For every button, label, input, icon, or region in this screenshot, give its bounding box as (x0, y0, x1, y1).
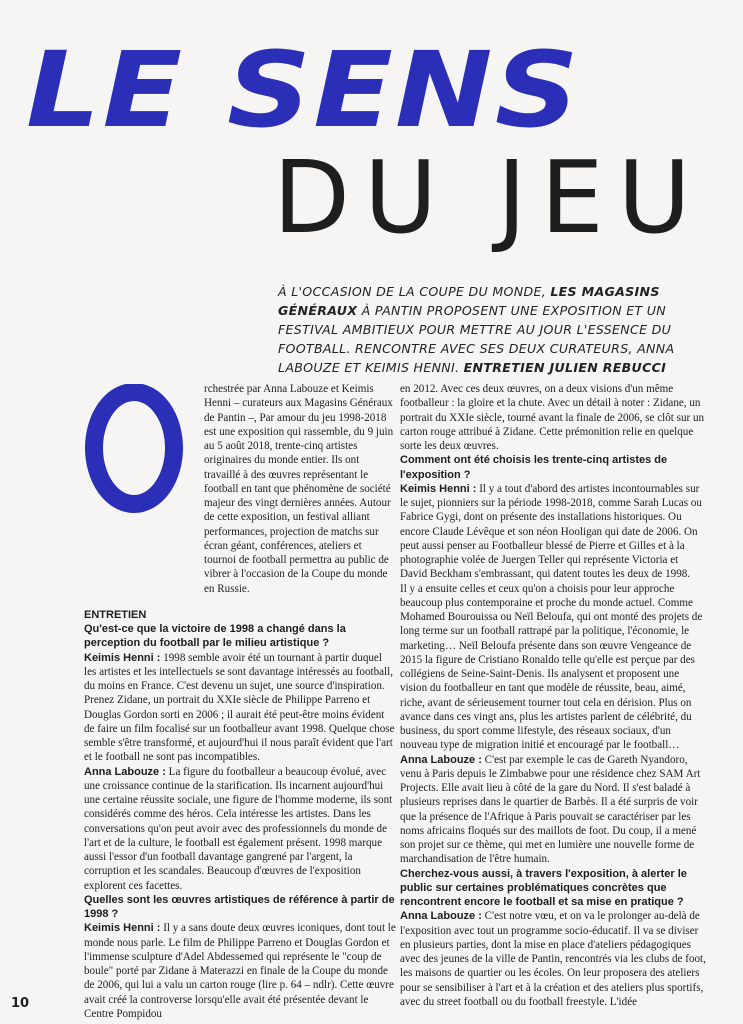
question-1: Qu'est-ce que la victoire de 1998 a changé dans la perception du football par le milieu artistique ? (84, 623, 346, 650)
page-number: 10 (11, 996, 30, 1011)
lead-paragraph: rchestrée par Anna Labouze et Keimis Henni – curateurs aux Magasins Généraux de Pantin –, Par amour du jeu 1998-2018 est une exposition qui rassemble, du 9 juin au 5 août 2018, trente-cinq artistes originaires du monde entier. Ils ont travaillé à des œuvres représentant le football en tant que phénomène de société majeur des vingt dernières années. Autour de cette exposition, un festival alliant performances, projection de matchs sur écran géant, conférences, ateliers et tournoi de football permettra au public de vibrer à l'occasion de la Coupe du monde en Russie. (204, 383, 394, 595)
intro-standfirst (278, 282, 698, 377)
section-heading: ENTRETIEN (84, 608, 147, 621)
speaker-keimis: Keimis Henni : (84, 651, 161, 664)
answer-3 (400, 482, 708, 582)
answer-1-text: 1998 semble avoir été un tournant à partir duquel les artistes et les intellectuels se sont davantage intéressés au football, du moins en France. C'est devenu un sujet, une source d'inspiration. Prenez Zidane, un portrait du XXIe siècle de Philippe Parreno et Douglas Gordon sorti en 2006 ; il aurait été peut-être moins évident de faire un film focalisé sur un footballeur avant 1998. Quelque chose semble s'être transformé, et aujourd'hui il nous paraît évident que l'art et le football ne sont pas incompatibles. (84, 651, 395, 764)
answer-4-text: C'est notre vœu, et on va le prolonger au-delà de l'exposition avec tout un programme socio-éducatif. Il va se diviser en plusieurs parties, dont la mise en place d'ateliers pédagogiques avec des jeunes de la ville de Pantin, rencontrés via les clubs de foot, les maisons de quartier ou les écoles. On leur proposera des ateliers pour se sensibiliser à l'art et à la création et des ateliers plus sportifs, avec du street football ou du football freestyle. L'idée (400, 910, 706, 1008)
answer-3-text: Il y a tout d'abord des artistes incontournables sur le sujet, pionniers sur la période 1998-2018, comme Sarah Lucas ou Fabrice Gygi, dont on présente des installations historiques. Ou encore Claude Lévêque et son néon Hooligan qui date de 2006. On peut aussi penser au Footballeur blessé de Pierre et Gilles et à la photographie volée de Juergen Teller qui représente Victoria et David Beckham s'embrassant, qui datent toutes les deux de 1998. (400, 482, 702, 581)
intro-part2: À PANTIN PROPOSENT UNE EXPOSITION ET UN FESTIVAL AMBITIEUX POUR METTRE AU JOUR L'ESSENCE DU FOOTBALL. RENCONTRE AVEC SES DEUX CURATEURS, ANNA LABOUZE ET KEIMIS HENNI. (278, 303, 675, 375)
headline-le-sens: LE SENS (26, 29, 581, 151)
question-3: Comment ont été choisis les trente-cinq artistes de l'exposition ? (400, 454, 668, 481)
intro-credit: ENTRETIEN JULIEN REBUCCI (463, 360, 667, 375)
answer-1b-text: La figure du footballeur a beaucoup évolué, avec une croissance continue de la starification. Ils incarnent aujourd'hui une certaine réussite sociale, une figure de l'homme moderne, ils sont considérés comme des héros. Cela intéresse les artistes. Dans les conversations qu'on peut avoir avec des professionnels du monde de l'art et de la culture, le football est également présent. 1998 marque aussi l'essor d'un football davantage gangrené par l'argent, la corruption et les scandales. Beaucoup d'œuvres de l'exposition explorent ces facettes. (84, 765, 393, 892)
column-right (400, 382, 708, 1009)
speaker-keimis: Keimis Henni : (400, 482, 477, 495)
headline-du-jeu: DU JEU (273, 139, 705, 256)
answer-4 (400, 909, 708, 1009)
answer-2-continued: en 2012. Avec ces deux œuvres, on a deux visions d'un même footballeur : la gloire et la chute. Avec un détail à noter : Zidane, un portrait du XXIe siècle, tourné avant la finale de 2006, se clôt sur un carton rouge attribué à Zidane. Cette prémonition relie en quelque sorte les deux œuvres. (400, 383, 705, 452)
answer-2 (84, 921, 396, 1021)
answer-1b (84, 765, 396, 893)
answer-3c-text: C'est par exemple le cas de Gareth Nyandoro, venu à Paris depuis le Zimbabwe pour une résidence chez SAM Art Projects. Elle avait lieu à côté de la gare du Nord. Il s'est baladé à plusieurs reprises dans le quartier de Barbès. Il a été surpris de voir que la présence de l'Afrique à Paris pouvait se caractériser par les noms africains floqués sur des maillots de foot. Du coup, il a mené son projet sur ce thème, qui met en lumière une nouvelle forme de marchandisation de l'être humain. (400, 753, 701, 866)
question-4: Cherchez-vous aussi, à travers l'exposition, à alerter le public sur certaines problématiques concrètes que rencontrent encore le football et sa mise en pratique ? (400, 867, 687, 908)
answer-3c (400, 753, 708, 867)
intro-part1: À L'OCCASION DE LA COUPE DU MONDE, (278, 284, 547, 299)
speaker-anna: Anna Labouze : (400, 910, 482, 923)
intro-brand: LES MAGASINS GÉNÉRAUX (278, 284, 660, 318)
speaker-anna: Anna Labouze : (400, 753, 482, 766)
speaker-anna: Anna Labouze : (84, 765, 166, 778)
column-left (84, 382, 396, 1021)
speaker-keimis: Keimis Henni : (84, 922, 161, 935)
question-2: Quelles sont les œuvres artistiques de référence à partir de 1998 ? (84, 893, 395, 920)
answer-1 (84, 651, 396, 765)
answer-2-text: Il y a sans doute deux œuvres iconiques, dont tout le monde nous parle. Le film de Philippe Parreno et Douglas Gordon et l'immense sculpture d'Adel Abdessemed qui représente le "coup de boule" porté par Zidane à Materazzi en finale de la Coupe du monde de 2006, qui lui a valu un carton rouge (lire p. 64 – ndlr). Cette œuvre avait créé la controverse lorsqu'elle avait été présentée devant le Centre Pompidou (84, 922, 396, 1020)
answer-3b: Il y a ensuite celles et ceux qu'on a choisis pour leur approche beaucoup plus contemporaine et proche du monde actuel. Comme Mohamed Bourouissa ou Neïl Beloufa, qui ont monté des projets de long terme sur un football rattrapé par la politique, l'économie, le marketing… Neïl Beloufa présente dans son œuvre Vengeance de 2015 la figure de Cristiano Ronaldo telle qu'elle est perçue par des collégiens de Seine-Saint-Denis. Ils analysent et proposent une vision du footballeur en tant que modèle de réussite, beau, aimé, riche, avant de sérieusement tourner tout cela en dérision. Plus on avance dans ces vingt ans, plus les artistes parlent de célébrité, du business, du sport comme lifestyle, des réseaux sociaux, d'un nouveau type de migration initié et encouragé par le football… (400, 582, 703, 752)
